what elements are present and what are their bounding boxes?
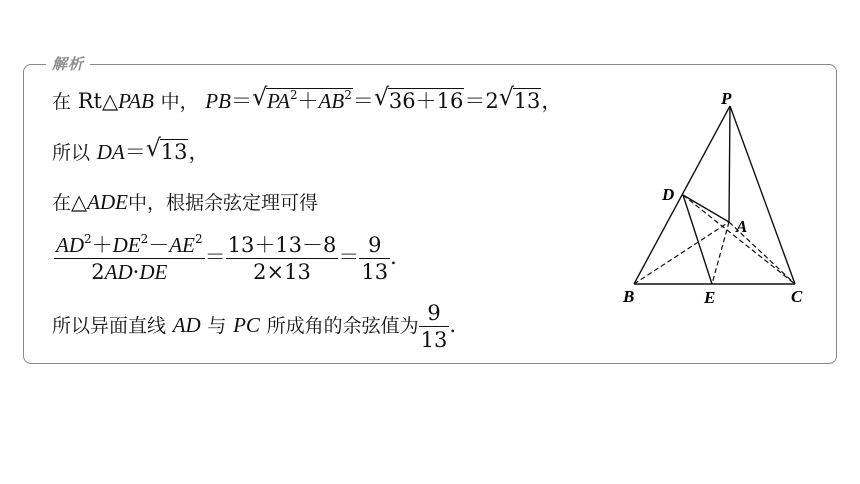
numerator: 9 (419, 300, 450, 327)
sqrt: √ 13 (498, 83, 541, 113)
sqrt: √ 36＋16 (373, 83, 464, 113)
comma: ， (188, 140, 210, 164)
exponent: 2 (84, 232, 92, 246)
var: PAB (118, 89, 154, 113)
text: 在 (52, 91, 72, 113)
comma: ， (541, 89, 563, 113)
var: AB (318, 89, 345, 113)
text: 所成角的余弦值为 (266, 315, 419, 337)
number: 36 (388, 89, 416, 113)
var: DE (112, 233, 141, 257)
denominator: 2×13 (253, 260, 311, 284)
exponent: 2 (194, 232, 203, 246)
equals: ＝ (124, 140, 146, 164)
hidden-edge-AB (634, 222, 729, 284)
equals: ＝ (352, 89, 374, 113)
numerator: 13＋13－8 (227, 233, 337, 257)
denominator: 13 (420, 328, 448, 352)
sqrt: √ $PA^2+AB^2$ (251, 83, 352, 113)
exponent: 2 (140, 232, 149, 246)
label-A: A (736, 217, 748, 236)
equals: ＝ (204, 245, 226, 269)
equals: ＝ (338, 245, 360, 269)
edge-PA (729, 106, 730, 222)
triangle-symbol: △ (71, 190, 88, 214)
equals: ＝ (230, 89, 252, 113)
period: . (390, 245, 397, 269)
text: 中，根据余弦定理可得 (128, 192, 319, 214)
var: PC (233, 313, 260, 337)
var: DA (96, 140, 125, 164)
label-P: P (721, 89, 732, 108)
sqrt: √ 13 (145, 134, 188, 164)
label-C: C (791, 287, 803, 306)
var: PB (205, 89, 231, 113)
label-D: D (662, 185, 675, 204)
number: 2 (485, 89, 499, 113)
var: PA (266, 89, 290, 113)
label-B: B (623, 287, 635, 306)
var: ADE (87, 190, 128, 214)
text: 在 (52, 192, 72, 214)
var: AD (172, 313, 201, 337)
plus: ＋ (297, 89, 319, 113)
plus: ＋ (91, 233, 113, 257)
edge-PB (634, 106, 730, 284)
number: 2 (91, 260, 105, 284)
var: AE (169, 233, 195, 257)
number: 13 (513, 89, 541, 113)
edge-PC (730, 106, 795, 284)
denominator: 13 (361, 260, 389, 284)
exponent: 2 (289, 88, 298, 102)
text: 中， (160, 91, 199, 113)
var: DE (139, 260, 168, 284)
triangle-symbol: △ (101, 89, 119, 113)
edge-DE (683, 195, 712, 284)
exponent: 2 (344, 88, 352, 102)
analysis-tag: 解析 (46, 54, 90, 74)
number: 16 (436, 89, 464, 113)
numerator: 9 (359, 232, 390, 259)
var: AD (56, 233, 84, 257)
plus: ＋ (415, 89, 437, 113)
dot: · (132, 260, 140, 284)
text: 所以 (52, 142, 91, 164)
equals: ＝ (464, 89, 486, 113)
label-E: E (704, 288, 716, 307)
text: 所以异面直线 (52, 315, 167, 337)
minus: － (148, 233, 170, 257)
text: 与 (207, 315, 227, 337)
var: AD (104, 260, 133, 284)
number: 13 (160, 140, 188, 164)
text: Rt (77, 89, 102, 113)
period: . (449, 313, 457, 337)
